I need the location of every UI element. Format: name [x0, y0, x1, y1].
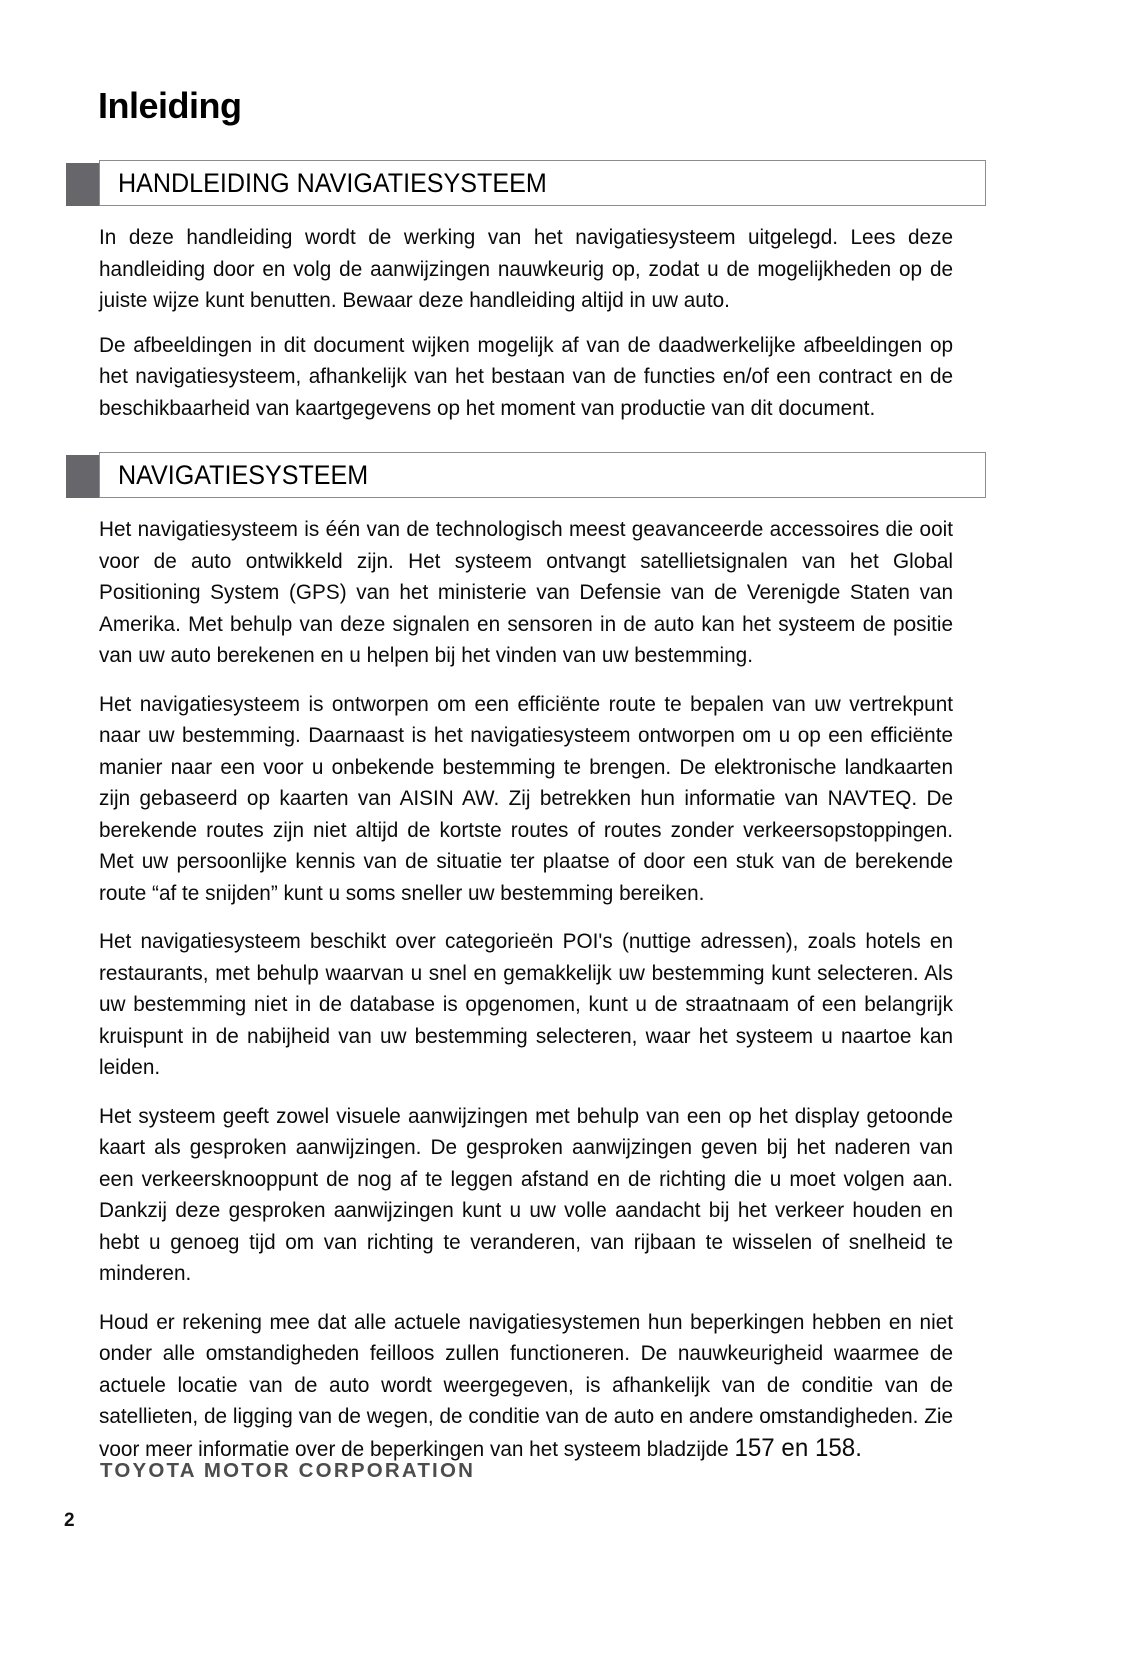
page-number: 2 — [64, 1510, 75, 1531]
page-reference-157: 157 — [734, 1433, 775, 1462]
section-body — [66, 512, 986, 1465]
section-heading-text: HANDLEIDING NAVIGATIESYSTEEM — [118, 168, 547, 198]
section-navigatiesysteem — [66, 452, 986, 1465]
paragraph: Het systeem geeft zowel visuele aanwijzingen met behulp van een op het display getoonde kaart als gesproken aanwijzingen. De gesproken aanwijzingen geven bij het naderen van een verkeersknooppunt de nog af te leggen afstand en de richting die u moet volgen aan. Dankzij deze gesproken aanwijzingen kunt u uw volle aandacht bij het verkeer houden en hebt u genoeg tijd om van richting te veranderen, van rijbaan te wisselen of snelheid te minderen. — [99, 1103, 954, 1285]
footer-brand: TOYOTA MOTOR CORPORATION — [100, 1459, 476, 1482]
page-title: Inleiding — [98, 85, 242, 127]
paragraph: Het navigatiesysteem beschikt over categorieën POI's (nuttige adressen), zoals hotels en restaurants, met behulp waarvan u snel en gemakkelijk uw bestemming kunt selecteren. Als uw bestemming niet in de database is opgenomen, kunt u de straatnaam of een belangrijk kruispunt in de nabijheid van uw bestemming selecteren, waar het systeem u naartoe kan leiden. — [99, 929, 954, 1079]
section-marker-icon — [66, 163, 99, 206]
paragraph-lead-text: Houd er rekening mee dat alle actuele navigatiesystemen hun beperkingen hebben en niet onder alle omstandigheden feilloos zullen functioneren. De nauwkeurigheid waarmee de actuele locatie van de auto wordt weergegeven, is afhankelijk van de conditie van de satellieten, de ligging van de wegen, de conditie van de auto en andere omstandigheden. Zie voor meer informatie over de beperkingen van het systeem bladzijde — [99, 1309, 954, 1461]
section-heading-text: NAVIGATIESYSTEEM — [118, 460, 369, 490]
page-reference-period: . — [855, 1433, 862, 1462]
paragraph: De afbeeldingen in dit document wijken mogelijk af van de daadwerkelijke afbeeldingen op het navigatiesysteem, afhankelijk van het bestaan van de functies en/of een contract en de beschikbaarheid van kaartgegevens op het moment van productie van dit document. — [99, 332, 954, 420]
paragraph-with-page-reference — [99, 1307, 953, 1466]
section-header — [66, 452, 986, 498]
paragraph: Het navigatiesysteem is één van de technologisch meest geavanceerde accessoires die ooit voor de auto ontwikkeld zijn. Het systeem ontvangt satellietsignalen van het Global Positioning System (GPS) van het ministerie van Defensie van de Verenigde Staten van Amerika. Met behulp van deze signalen en sensoren in de auto kan het systeem de positie van uw auto berekenen en u helpen bij het vinden van uw bestemming. — [99, 517, 954, 667]
section-body — [66, 220, 986, 424]
page-reference-158: 158 — [814, 1433, 856, 1462]
paragraph: In deze handleiding wordt de werking van het navigatiesysteem uitgelegd. Lees deze handleiding door en volg de aanwijzingen nauwkeurig op, zodat u de mogelijkheden op de juiste wijze kunt benutten. Bewaar deze handleiding altijd in uw auto. — [99, 225, 954, 312]
paragraph: Het navigatiesysteem is ontworpen om een efficiënte route te bepalen van uw vertrekpunt naar uw bestemming. Daarnaast is het navigatiesysteem ontworpen om u op een efficiënte manier naar een voor u onbekende bestemming te brengen. De elektronische landkaarten zijn gebaseerd op kaarten van AISIN AW. Zij betrekken hun informatie van NAVTEQ. De berekende routes zijn niet altijd de kortste routes of routes zonder verkeersopstoppingen. Met uw persoonlijke kennis van de situatie ter plaatse of door een stuk van de berekende route “af te snijden” kunt u soms sneller uw bestemming bereiken. — [99, 691, 954, 905]
page-reference-conjunction: en — [774, 1433, 815, 1462]
section-marker-icon — [66, 455, 99, 498]
section-header — [66, 160, 986, 206]
page-content — [66, 160, 986, 1482]
section-handleiding-navigatiesysteem — [66, 160, 986, 424]
